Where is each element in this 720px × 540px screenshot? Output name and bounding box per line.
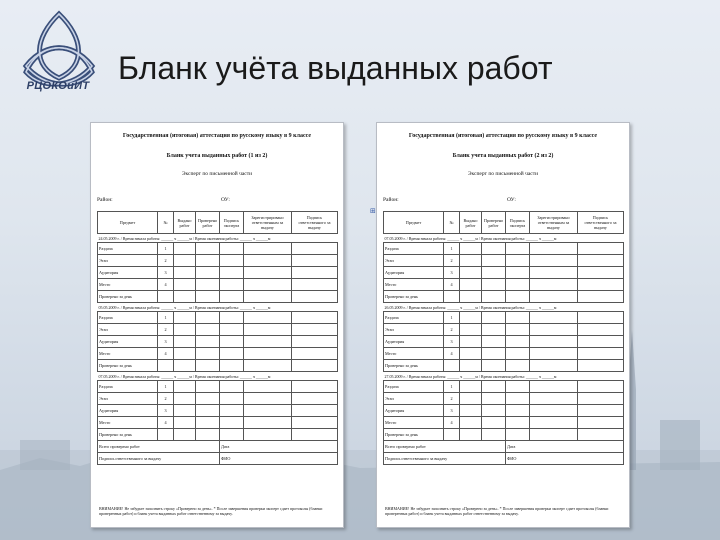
col-header: Зарегистрировано ответственным за выдачу [244, 212, 292, 234]
session-row: 07.05.2009 г. / Время начала работы: ______ ч ______м / Время окончания работы: ______ ч ______м [384, 234, 624, 243]
form-page-left [90, 122, 344, 528]
table-row: Аудитория 3 [384, 267, 624, 279]
table-row: Этап 2 [384, 324, 624, 336]
table-row: Место 4 [384, 279, 624, 291]
table-row: Аудитория 3 [98, 267, 338, 279]
table-row: Проверено за день [384, 360, 624, 372]
session-row: 26.05.2009 г. / Время начала работы: ______ ч ______м / Время окончания работы: ______ ч ______м [384, 303, 624, 312]
table-row: Место 4 [98, 348, 338, 360]
session-row: 24.05.2009 г. / Время начала работы: ______ ч ______м / Время окончания работы: ______ ч ______м [98, 234, 338, 243]
col-header: Предмет [98, 212, 158, 234]
table-row: Проверено за день [98, 291, 338, 303]
page-heading: Государственная (итоговая) аттестация по русскому языку в 9 классе [122, 133, 312, 139]
table-row: Место 4 [98, 417, 338, 429]
col-header: Проверено работ [482, 212, 506, 234]
table-row: Раздача 1 [98, 381, 338, 393]
col-header: № [158, 212, 174, 234]
page-note: ВНИМАНИЕ! Не забудьте заполнить строку «Проверено за день». * После завершения проверки эксперт сдает протоколы (бланки проверенных работ) и бланк учета выданных работ ответственному за выдачу. [99, 506, 323, 516]
col-header: Подпись ответственного за выдачу [578, 212, 624, 234]
table-row: Раздача 1 [384, 312, 624, 324]
table-row: Раздача 1 [384, 381, 624, 393]
issued-works-table [383, 211, 624, 465]
col-header: Предмет [384, 212, 444, 234]
col-header: Выдано работ [460, 212, 482, 234]
form-page-right [376, 122, 630, 528]
table-row: Подпись ответственного за выдачу ФИО [98, 453, 338, 465]
col-header: Выдано работ [174, 212, 196, 234]
collapse-toggle-icon[interactable]: ⊞ [370, 207, 376, 215]
col-header: Подпись ответственного за выдачу [292, 212, 338, 234]
session-row: 05.05.2009 г. / Время начала работы: ______ ч ______м / Время окончания работы: ______ ч ______м [98, 303, 338, 312]
col-header: Подпись эксперта [506, 212, 530, 234]
page-heading: Государственная (итоговая) аттестация по русскому языку в 9 классе [408, 133, 598, 139]
col-header: Проверено работ [196, 212, 220, 234]
table-row: Аудитория 3 [384, 336, 624, 348]
page-note: ВНИМАНИЕ! Не забудьте заполнить строку «Проверено за день». * После завершения проверки эксперт сдает протоколы (бланки проверенных работ) и бланк учета выданных работ ответственному за выдачу. [385, 506, 609, 516]
table-row: Раздача 1 [384, 243, 624, 255]
table-row: Этап 2 [384, 255, 624, 267]
region-label: Район: [383, 197, 399, 203]
table-header-row [98, 212, 338, 234]
table-row: Всего проверено работ Дата [384, 441, 624, 453]
table-row: Этап 2 [98, 324, 338, 336]
table-row: Аудитория 3 [98, 405, 338, 417]
session-row: 07.05.2009 г. / Время начала работы: ______ ч ______м / Время окончания работы: ______ ч ______м [98, 372, 338, 381]
session-row: 27.05.2009 г. / Время начала работы: ______ ч ______м / Время окончания работы: ______ ч ______м [384, 372, 624, 381]
form-subtitle: Эксперт по письменной части [181, 171, 253, 177]
table-row: Проверено за день [98, 360, 338, 372]
table-row: Подпись ответственного за выдачу ФИО [384, 453, 624, 465]
table-row: Место 4 [384, 417, 624, 429]
table-row: Проверено за день [384, 291, 624, 303]
ou-label: ОУ: [221, 197, 230, 203]
table-header-row [384, 212, 624, 234]
table-row: Место 4 [384, 348, 624, 360]
table-row: Раздача 1 [98, 312, 338, 324]
table-row: Проверено за день [384, 429, 624, 441]
form-subtitle: Эксперт по письменной части [467, 171, 539, 177]
form-title: Бланк учета выданных работ (1 из 2) [166, 153, 268, 159]
logo-text: РЦОКОиИТ [26, 80, 90, 92]
slide-title: Бланк учёта выданных работ [118, 50, 553, 86]
form-title: Бланк учета выданных работ (2 из 2) [452, 153, 554, 159]
table-row: Аудитория 3 [384, 405, 624, 417]
issued-works-table [97, 211, 338, 465]
table-row: Аудитория 3 [98, 336, 338, 348]
table-row: Всего проверено работ Дата [98, 441, 338, 453]
table-row: Проверено за день [98, 429, 338, 441]
region-label: Район: [97, 197, 113, 203]
col-header: Подпись эксперта [220, 212, 244, 234]
col-header: Зарегистрировано ответственным за выдачу [530, 212, 578, 234]
table-row: Этап 2 [384, 393, 624, 405]
table-row: Место 4 [98, 279, 338, 291]
table-row: Раздача 1 [98, 243, 338, 255]
col-header: № [444, 212, 460, 234]
table-row: Этап 2 [98, 393, 338, 405]
table-row: Этап 2 [98, 255, 338, 267]
ou-label: ОУ: [507, 197, 516, 203]
